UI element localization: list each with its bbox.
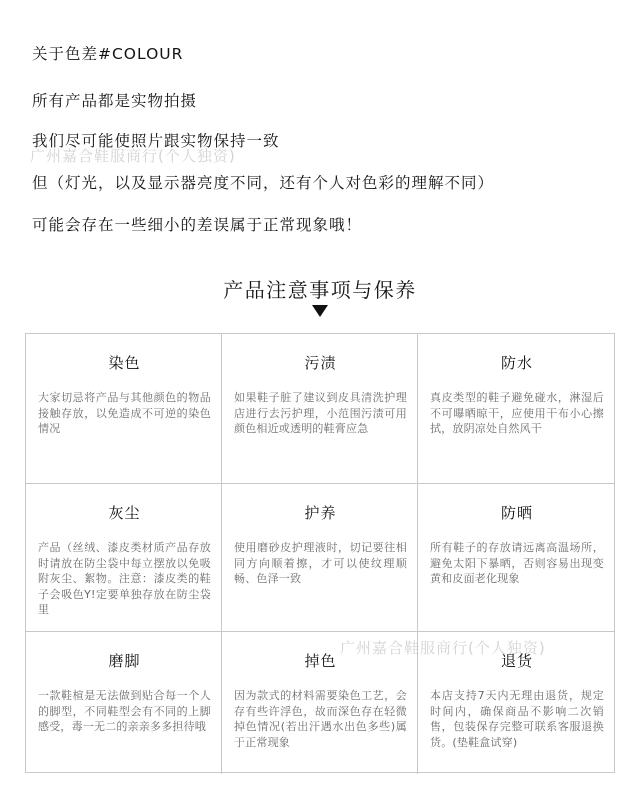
care-cell-title: 灰尘: [108, 504, 141, 522]
care-cell-body: 大家切忌将产品与其他颜色的物品接触存放，以免造成不可逆的染色情况: [38, 391, 211, 435]
intro-line-normal: 可能会存在一些细小的差误属于正常现象哦！: [32, 216, 363, 234]
care-cell-title: 护养: [304, 504, 337, 522]
care-cell-title: 退货: [500, 652, 533, 670]
care-cell-waterproof: [418, 334, 614, 484]
care-cell-title: 防水: [500, 354, 533, 372]
care-grid: [25, 333, 615, 773]
care-cell-sun: [418, 484, 614, 632]
care-cell-body: 一款鞋楦是无法做到贴合每一个人的脚型，不同鞋型会有不同的上脚感受，毒一无二的亲亲多多担待哦: [38, 689, 211, 733]
intro-line-photos: 所有产品都是实物拍摄: [32, 92, 198, 110]
care-cell-body: 真皮类型的鞋子避免碰水，淋湿后不可曝晒晾干，应使用干布小心擦拭，放阴凉处自然风干: [430, 391, 604, 435]
care-cell-title: 磨脚: [108, 652, 141, 670]
care-cell-title: 防晒: [500, 504, 533, 522]
care-section-title: 产品注意事项与保养: [223, 278, 417, 302]
watermark-top: 广州嘉合鞋服商行(个人独资): [30, 147, 236, 165]
care-cell-chafing: [26, 632, 222, 774]
intro-line-consistency: 我们尽可能使照片跟实物保持一致: [32, 132, 280, 150]
care-cell-body: 产品（丝绒、漆皮类材质产品存放时请放在防尘袋中每立摆放以免吸附灰尘、絮物。注意：漆皮类的鞋子会吸色Y!定要单独存放在防尘袋里: [38, 541, 211, 616]
colour-heading: 关于色差#COLOUR: [32, 45, 184, 63]
care-cell-title: 掉色: [304, 652, 337, 670]
down-arrow-icon: [312, 305, 328, 317]
care-cell-body: 本店支持7天内无理由退货，规定时间内，确保商品不影响二次销售，包装保存完整可联系客服退换货。(垫鞋盒试穿): [430, 689, 604, 749]
care-cell-body: 因为款式的材料需要染色工艺，会存有些许浮色，故而深色存在轻微掉色情况(若出汗遇水出色多些)属于正常现象: [234, 689, 407, 749]
watermark-bottom: 广州嘉合鞋服商行(个人独资): [340, 639, 546, 657]
care-cell-title: 污渍: [304, 354, 337, 372]
care-cell-body: 如果鞋子脏了建议到皮具清洗护理店进行去污护理，小范围污渍可用颜色相近或透明的鞋膏应急: [234, 391, 407, 435]
care-cell-dust: [26, 484, 222, 632]
care-cell-dyeing: [26, 334, 222, 484]
care-cell-title: 染色: [108, 354, 141, 372]
care-cell-maintenance: [222, 484, 418, 632]
intro-line-lighting: 但（灯光，以及显示器亮度不同，还有个人对色彩的理解不同）: [32, 174, 495, 192]
care-cell-stains: [222, 334, 418, 484]
care-cell-body: 使用磨砂皮护理液时，切记要往相同方向顺着擦，才可以使纹理顺畅、色泽一致: [234, 541, 407, 585]
care-cell-body: 所有鞋子的存放请远离高温场所，避免太阳下暴晒，否则容易出现变黄和皮面老化现象: [430, 541, 604, 585]
